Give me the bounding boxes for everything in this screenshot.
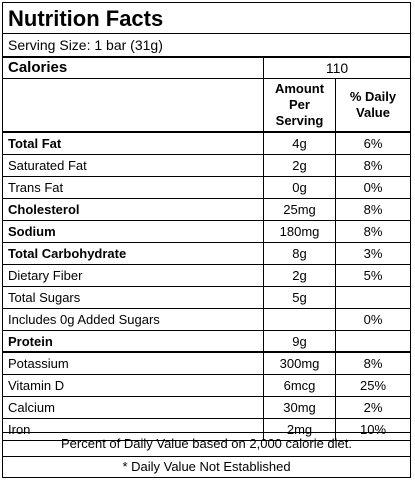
table-row bbox=[3, 221, 410, 243]
table-row bbox=[3, 375, 410, 397]
nutrient-name: Includes 0g Added Sugars bbox=[8, 312, 160, 327]
nutrient-name: Vitamin D bbox=[8, 378, 65, 393]
nutrient-amount: 2mg bbox=[263, 419, 335, 440]
nutrient-amount: 2g bbox=[263, 265, 335, 286]
nutrient-amount: 30mg bbox=[263, 397, 335, 418]
daily-value-footnote: Percent of Daily Value based on 2,000 calorie diet. bbox=[3, 433, 410, 457]
table-row bbox=[3, 243, 410, 265]
nutrient-name: Dietary Fiber bbox=[8, 268, 83, 283]
nutrient-daily-value: 0% bbox=[335, 177, 410, 198]
table-row bbox=[3, 265, 410, 287]
table-row bbox=[3, 353, 410, 375]
nutrient-name: Potassium bbox=[8, 356, 69, 371]
nutrient-daily-value: 6% bbox=[335, 133, 410, 154]
table-row bbox=[3, 397, 410, 419]
table-row bbox=[3, 177, 410, 199]
calories-value: 110 bbox=[263, 58, 410, 78]
not-established-footnote: * Daily Value Not Established bbox=[122, 459, 291, 474]
nutrient-name: Total Fat bbox=[8, 136, 62, 151]
nutrient-amount bbox=[263, 309, 335, 330]
column-header-row bbox=[3, 79, 410, 133]
table-row bbox=[3, 331, 410, 353]
table-row bbox=[3, 199, 410, 221]
daily-value-header bbox=[335, 79, 410, 131]
nutrient-name: Protein bbox=[8, 334, 53, 349]
calories-label: Calories bbox=[8, 59, 68, 76]
nutrient-table bbox=[3, 133, 410, 441]
table-row bbox=[3, 155, 410, 177]
table-row bbox=[3, 309, 410, 331]
nutrient-name: Cholesterol bbox=[8, 202, 80, 217]
table-row bbox=[3, 133, 410, 155]
nutrient-name: Saturated Fat bbox=[8, 158, 87, 173]
nutrient-name: Sodium bbox=[8, 224, 56, 239]
nutrient-daily-value: 8% bbox=[335, 353, 410, 374]
nutrient-name: Calcium bbox=[8, 400, 55, 415]
nutrient-amount: 4g bbox=[263, 133, 335, 154]
nutrient-daily-value: 0% bbox=[335, 309, 410, 330]
amount-per-serving-header bbox=[263, 79, 335, 131]
nutrient-amount: 5g bbox=[263, 287, 335, 308]
nutrient-daily-value bbox=[335, 287, 410, 308]
nutrient-daily-value: 8% bbox=[335, 221, 410, 242]
nutrient-amount: 9g bbox=[263, 331, 335, 351]
nutrient-amount: 6mcg bbox=[263, 375, 335, 396]
serving-size: Serving Size: 1 bar (31g) bbox=[3, 33, 410, 56]
nutrient-amount: 300mg bbox=[263, 353, 335, 374]
nutrient-amount: 2g bbox=[263, 155, 335, 176]
nutrient-daily-value: 25% bbox=[335, 375, 410, 396]
amount-header-text: Amount Per Serving bbox=[274, 81, 325, 128]
nutrient-daily-value: 8% bbox=[335, 155, 410, 176]
nutrient-name: Iron bbox=[8, 422, 31, 437]
nutrient-amount: 25mg bbox=[263, 199, 335, 220]
nutrient-daily-value: 3% bbox=[335, 243, 410, 264]
dv-header-text: % Daily Value bbox=[349, 89, 397, 120]
label-title: Nutrition Facts bbox=[8, 6, 164, 31]
nutrient-daily-value: 8% bbox=[335, 199, 410, 220]
calories-row bbox=[3, 56, 410, 79]
nutrient-daily-value: 10% bbox=[335, 419, 410, 440]
nutrient-amount: 8g bbox=[263, 243, 335, 264]
nutrient-daily-value bbox=[335, 331, 410, 351]
table-row bbox=[3, 287, 410, 309]
nutrient-amount: 0g bbox=[263, 177, 335, 198]
nutrient-daily-value: 5% bbox=[335, 265, 410, 286]
nutrient-daily-value: 2% bbox=[335, 397, 410, 418]
nutrient-name: Total Sugars bbox=[8, 290, 81, 305]
nutrient-name: Trans Fat bbox=[8, 180, 64, 195]
nutrient-amount: 180mg bbox=[263, 221, 335, 242]
nutrient-name: Total Carbohydrate bbox=[8, 246, 127, 261]
nutrition-facts-panel bbox=[2, 2, 411, 478]
